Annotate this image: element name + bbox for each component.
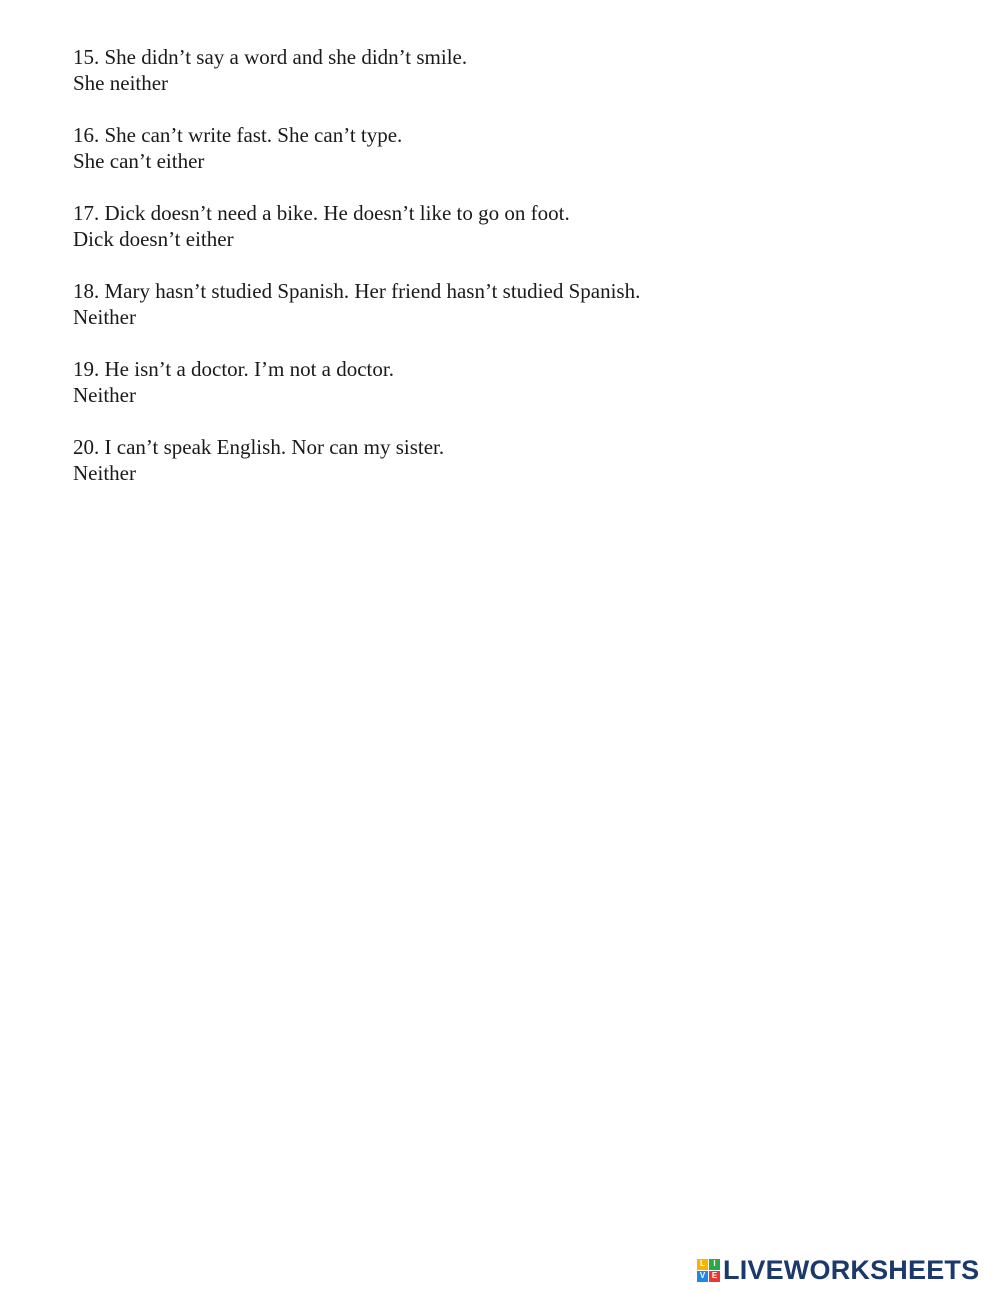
exercise-item [73,278,933,330]
exercise-item [73,434,933,486]
exercise-item [73,200,933,252]
exercise-item [73,356,933,408]
exercise-question: 16. She can’t write fast. She can’t type. [73,123,403,147]
logo-block: E [709,1271,720,1282]
logo-blocks-icon [697,1259,720,1282]
logo-text: LIVEWORKSHEETS [723,1255,980,1285]
answer-field[interactable]: Dick doesn’t either [73,227,234,251]
worksheet-content [73,44,933,512]
exercise-answer-line [73,304,933,330]
exercise-item [73,122,933,174]
exercise-item [73,44,933,96]
liveworksheets-logo [697,1255,979,1285]
answer-field[interactable]: She can’t either [73,149,205,173]
exercise-answer-line [73,70,933,96]
answer-field[interactable]: She neither [73,71,169,95]
answer-field[interactable]: Neither [73,461,136,485]
exercise-answer-line [73,148,933,174]
exercise-question: 19. He isn’t a doctor. I’m not a doctor. [73,357,394,381]
logo-block: L [697,1259,708,1270]
exercise-question: 18. Mary hasn’t studied Spanish. Her friend hasn’t studied Spanish. [73,279,641,303]
exercise-question: 15. She didn’t say a word and she didn’t smile. [73,45,468,69]
exercise-answer-line [73,382,933,408]
exercise-question: 20. I can’t speak English. Nor can my sister. [73,435,445,459]
answer-field[interactable]: Neither [73,383,136,407]
logo-block: V [697,1271,708,1282]
exercise-answer-line [73,226,933,252]
exercise-answer-line [73,460,933,486]
answer-field[interactable]: Neither [73,305,136,329]
logo-block: I [709,1259,720,1270]
exercise-question: 17. Dick doesn’t need a bike. He doesn’t like to go on foot. [73,201,570,225]
